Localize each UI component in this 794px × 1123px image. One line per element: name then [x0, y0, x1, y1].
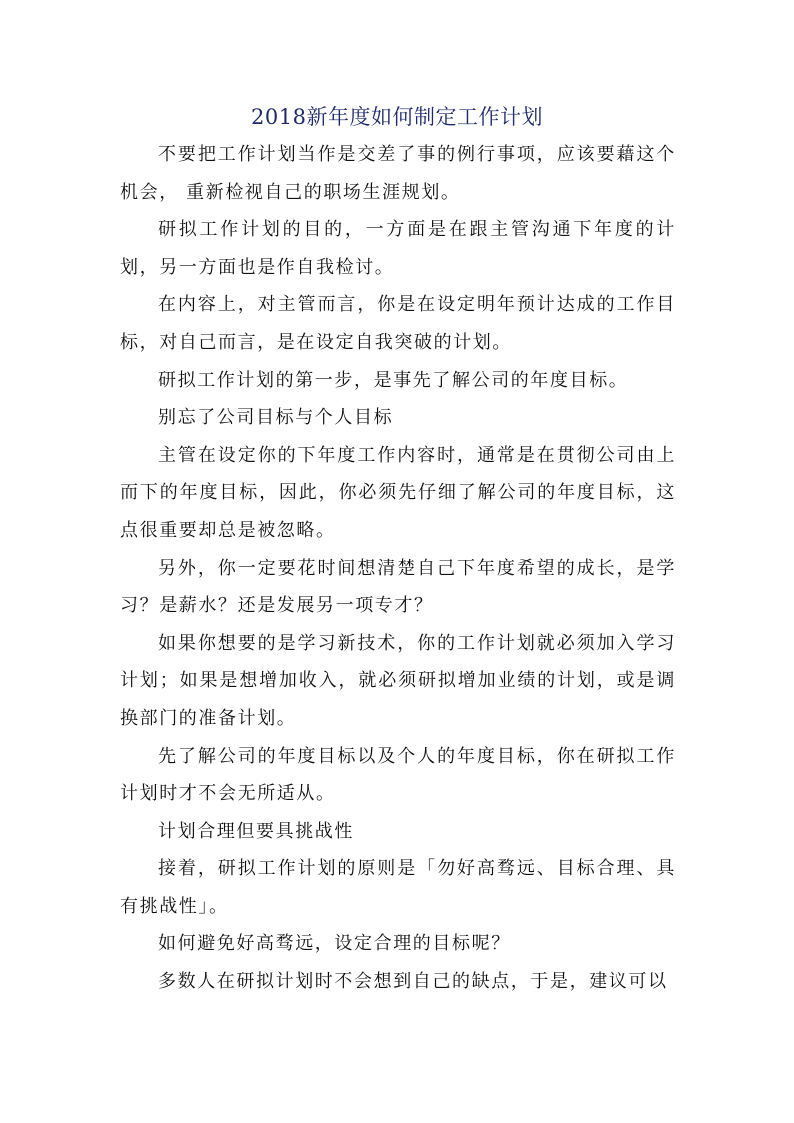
paragraph: 另外，你一定要花时间想清楚自己下年度希望的成长，是学习？是薪水？还是发展另一项专才？	[120, 557, 676, 617]
paragraph: 主管在设定你的下年度工作内容时，通常是在贯彻公司由上而下的年度目标，因此，你必须先仔细了解公司的年度目标，这点很重要却总是被忽略。	[120, 444, 676, 541]
paragraph: 研拟工作计划的第一步，是事先了解公司的年度目标。	[158, 369, 629, 391]
section-heading: 别忘了公司目标与个人目标	[158, 407, 394, 429]
document-title: 2018新年度如何制定工作计划	[251, 105, 543, 129]
paragraph: 如何避免好高骛远，设定合理的目标呢？	[158, 933, 511, 955]
paragraph: 不要把工作计划当作是交差了事的例行事项，应该要藉这个机会， 重新检视自己的职场生涯规划。	[120, 144, 676, 203]
document-body	[120, 136, 676, 1001]
paragraph: 多数人在研拟计划时不会想到自己的缺点，于是，建议可以	[158, 971, 668, 993]
paragraph: 如果你想要的是学习新技术，你的工作计划就必须加入学习计划；如果是想增加收入，就必须研拟增加业绩的计划，或是调换部门的准备计划。	[120, 632, 676, 729]
paragraph: 先了解公司的年度目标以及个人的年度目标，你在研拟工作计划时才不会无所适从。	[120, 745, 676, 805]
paragraph: 研拟工作计划的目的，一方面是在跟主管沟通下年度的计划，另一方面也是作自我检讨。	[120, 219, 676, 278]
paragraph: 接着，研拟工作计划的原则是「勿好高骛远、目标合理、具有挑战性」。	[120, 858, 676, 917]
section-heading: 计划合理但要具挑战性	[158, 820, 354, 842]
paragraph: 在内容上，对主管而言，你是在设定明年预计达成的工作目标，对自己而言，是在设定自我突破的计划。	[120, 294, 676, 353]
